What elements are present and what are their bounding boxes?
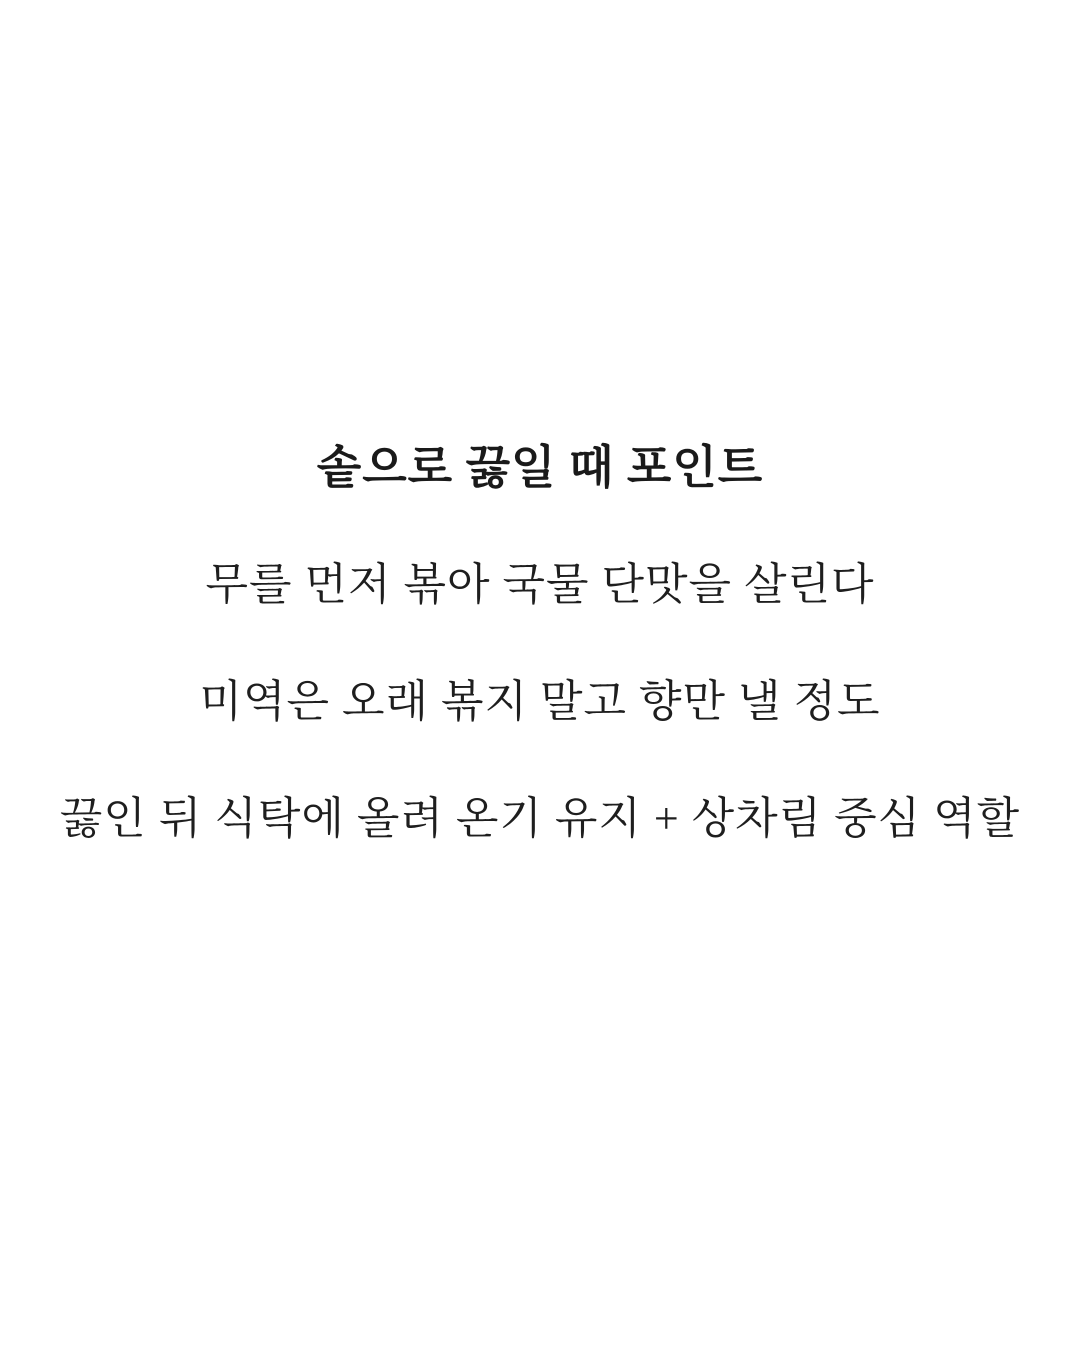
- tip-line-2: 미역은 오래 볶지 말고 향만 낼 정도: [199, 677, 881, 726]
- tip-line-1: 무를 먼저 볶아 국물 단맛을 살린다: [205, 560, 875, 609]
- card-title: 솥으로 끓일 때 포인트: [316, 442, 764, 493]
- tip-line-3: 끓인 뒤 식탁에 올려 온기 유지 + 상차림 중심 역할: [59, 794, 1021, 843]
